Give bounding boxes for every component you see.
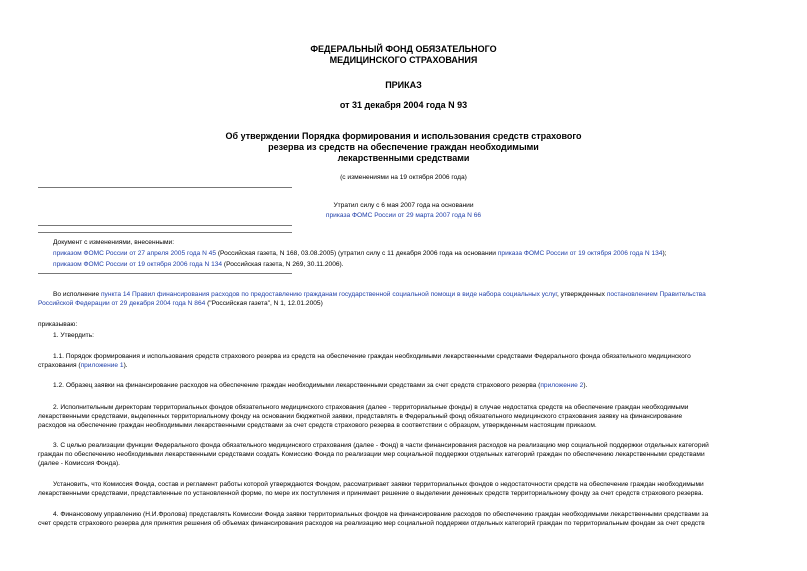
item-text: ). [583, 382, 588, 389]
item-2-line1: 2. Исполнительным директорам территориальных фондов обязательного медицинского страхования (далее - территориальные фонды) в случае недостатка средств на обеспечение граждан необходимыми [53, 404, 689, 411]
item-4-line2: счет средств страхового резерва для принятия решения об объемах финансирования расходов на реализацию мер социальной поддержки отдельных категорий граждан по территориальным фондам за счет средств [38, 520, 705, 527]
doc-title-line1: Об утверждении Порядка формирования и использования средств страхового [225, 131, 582, 141]
doc-title-line2: резерва из средств на обеспечение граждан необходимыми [268, 142, 539, 152]
appendix-2-link[interactable]: приложение 2 [540, 382, 584, 389]
validity-line: Утратил силу с 6 мая 2007 года на основании [333, 202, 474, 209]
rules-link[interactable]: пункта 14 Правил финансирования расходов по предоставлению гражданам государственной социальной помощи в виде набора социальных услуг [100, 291, 557, 298]
validity-link[interactable]: приказа ФОМС России от 29 марта 2007 года N 66 [325, 212, 482, 219]
item-text: ). [123, 362, 128, 369]
divider [38, 273, 292, 274]
item-1-2 [53, 381, 587, 390]
divider [38, 232, 292, 233]
divider [38, 187, 292, 188]
item-text: страхования ( [38, 362, 81, 369]
doc-date: от 31 декабря 2004 года N 93 [339, 100, 468, 110]
item-1-1-line1: 1.1. Порядок формирования и использования средств страхового резерва из средств на обеспечение граждан необходимыми лекарственными средствами Федерального фонда обязательного медицинского [53, 353, 691, 360]
item-3-line2: граждан по обеспечению необходимыми лекарственными средствами создать Комиссию Фонда по реализации мер социальной поддержки отдельных категорий граждан по обеспечению лекарственными средствами [38, 451, 705, 458]
item-3b-line1: Установить, что Комиссия Фонда, состав и регламент работы которой утверждаются Фондом, рассматривает заявки территориальных фондов о недостаточности средств на обеспечение граждан необходимыми [53, 481, 704, 488]
resolution-link[interactable]: постановлением Правительства [606, 291, 706, 298]
item-4-line1: 4. Финансовому управлению (Н.И.Фролова) представлять Комиссии Фонда заявки территориальных фондов на финансирование расходов по обеспечению граждан необходимыми лекарственными средствами за [53, 511, 709, 518]
item-text: 1.2. Образец заявки на финансирование расходов на обеспечение граждан необходимыми лекарственными средствами за счет средств страхового резерва ( [53, 382, 541, 389]
doc-title-line3: лекарственными средствами [337, 153, 470, 163]
item-3b-line2: лекарственными средствами, представленные по установленной форме, по мере их поступления и принимает решение о выделении денежных средств территориальному фонду за счет средств страхового резерва. [38, 490, 704, 497]
preamble-text: , утвержденных [556, 291, 607, 298]
preamble-text: Во исполнение [53, 291, 101, 298]
resolution-link-cont[interactable]: Российской Федерации от 29 декабря 2004 года N 864 [38, 300, 206, 307]
change-link-3[interactable]: приказом ФОМС России от 19 октября 2006 года N 134 [53, 261, 223, 268]
org-name-line1: ФЕДЕРАЛЬНЫЙ ФОНД ОБЯЗАТЕЛЬНОГО [310, 44, 497, 54]
orders-text: приказываю: [38, 321, 78, 328]
change-text-2: (Российская газета, N 269, 30.11.2006). [222, 261, 344, 268]
change-link-1[interactable]: приказом ФОМС России от 27 апреля 2005 года N 45 [53, 250, 217, 257]
changes-item-1 [53, 249, 666, 258]
item-2-line2: лекарственными средствами, выделенных территориальному фонду на основании бюджетной заявки, представлять в Федеральный фонд обязательного медицинского страхования заявку на финансирование [38, 413, 683, 420]
change-text-1: (Российская газета, N 168, 03.08.2005) (утратил силу с 11 декабря 2006 года на основании [216, 250, 498, 257]
divider [38, 225, 292, 226]
change-tail-1: ); [662, 250, 667, 257]
preamble-line2 [38, 299, 323, 308]
change-link-2[interactable]: приказа ФОМС России от 19 октября 2006 года N 134 [497, 250, 663, 257]
item-1-1-line2 [38, 361, 128, 370]
org-name-line2: МЕДИЦИНСКОГО СТРАХОВАНИЯ [329, 55, 478, 65]
doc-type: ПРИКАЗ [385, 80, 422, 90]
appendix-1-link[interactable]: приложение 1 [80, 362, 124, 369]
preamble-text: ("Российская газета", N 1, 12.01.2005) [205, 300, 323, 307]
preamble-line1 [53, 290, 706, 299]
changes-item-2 [53, 260, 344, 269]
amended-note: (с изменениями на 19 октября 2006 года) [340, 174, 467, 181]
validity-link-line [0, 211, 807, 220]
item-2-line3: расходов на обеспечение граждан необходимыми лекарственными средствами за счет средств страхового резерва в соответствии с образцом, утвержденным настоящим приказом. [38, 422, 597, 429]
approve-text: 1. Утвердить: [53, 332, 94, 339]
item-3-line1: 3. С целью реализации функции Федерального фонда обязательного медицинского страхования (далее - Фонд) в части финансирования расходов на реализацию мер социальной поддержки отдельных категорий [53, 442, 709, 449]
changes-label: Документ с изменениями, внесенными: [53, 239, 175, 246]
item-3-line3: (далее - Комиссия Фонда). [38, 460, 121, 467]
